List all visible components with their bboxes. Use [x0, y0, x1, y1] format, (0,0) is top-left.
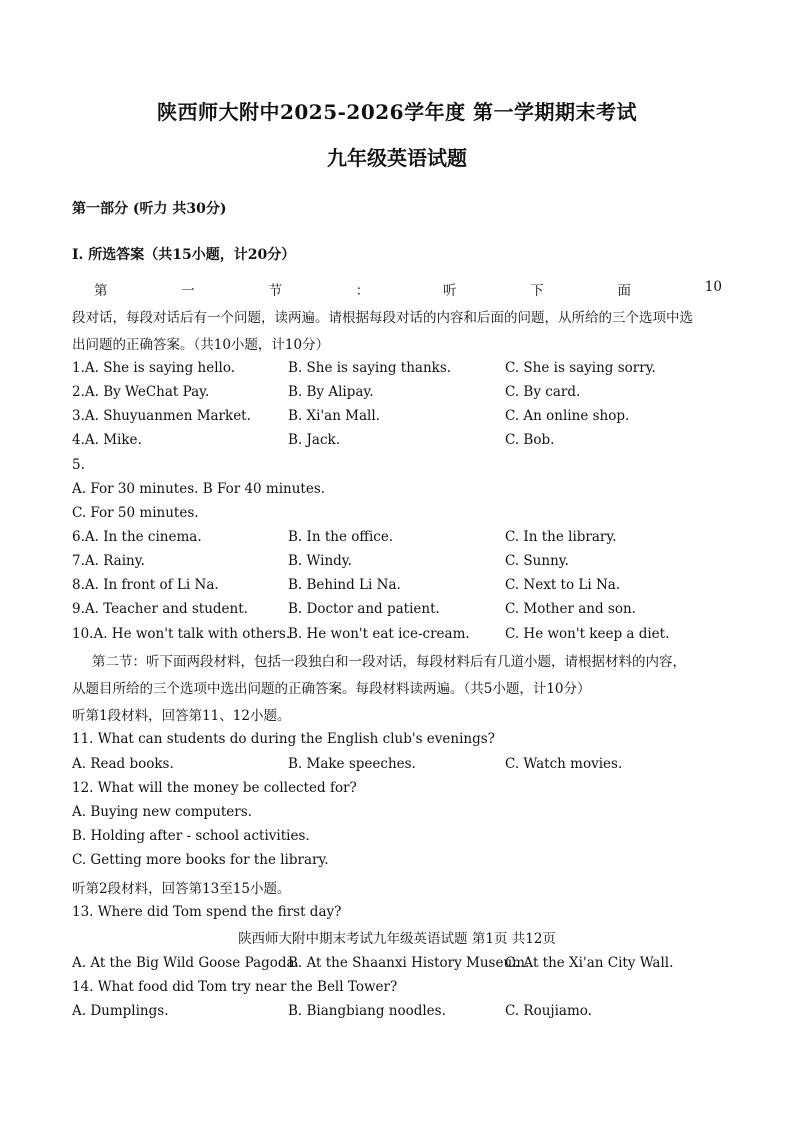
spread-char: 节: [268, 283, 282, 299]
q1-option-b: B. She is saying thanks.: [288, 360, 452, 376]
section2-instruction-line2: 从题目所给的三个选项中选出问题的正确答案。每段材料读两遍。（共5小题，计10分）: [72, 681, 591, 697]
q7-option-a: 7.A. Rainy.: [72, 553, 145, 569]
q4-option-b: B. Jack.: [288, 432, 340, 448]
q12-option-c: C. Getting more books for the library.: [72, 852, 329, 868]
q5-number: 5.: [72, 457, 85, 473]
q8-option-a: 8.A. In front of Li Na.: [72, 577, 219, 593]
q11-option-c: C. Watch movies.: [505, 756, 623, 772]
q14-option-a: A. Dumplings.: [72, 1003, 169, 1019]
q10-option-c: C. He won't keep a diet.: [505, 626, 670, 642]
section1-instruction-line2: 段对话，每段对话后有一个问题，读两遍。请根据每段对话的内容和后面的问题，从所给的三个选项中选: [72, 310, 693, 326]
q13-option-a: A. At the Big Wild Goose Pagoda.: [72, 955, 299, 971]
q3-option-c: C. An online shop.: [505, 408, 630, 424]
q1-option-c: C. She is saying sorry.: [505, 360, 656, 376]
section-heading: I. 所选答案（共15小题，计20分）: [72, 247, 296, 263]
q9-option-b: B. Doctor and patient.: [288, 601, 440, 617]
q3-option-b: B. Xi'an Mall.: [288, 408, 380, 424]
q9-option-a: 9.A. Teacher and student.: [72, 601, 248, 617]
spread-char: 听: [443, 283, 457, 299]
q6-option-a: 6.A. In the cinema.: [72, 529, 202, 545]
q14-stem: 14. What food did Tom try near the Bell Tower?: [72, 979, 398, 995]
spread-char: 面: [617, 283, 631, 299]
q8-option-c: C. Next to Li Na.: [505, 577, 621, 593]
q8-option-b: B. Behind Li Na.: [288, 577, 401, 593]
q12-stem: 12. What will the money be collected for?: [72, 780, 357, 796]
q14-option-c: C. Roujiamo.: [505, 1003, 592, 1019]
q2-option-a: 2.A. By WeChat Pay.: [72, 384, 210, 400]
spread-char: 第: [94, 283, 108, 299]
exam-subtitle: 九年级英语试题: [327, 146, 467, 170]
q4-option-c: C. Bob.: [505, 432, 555, 448]
q6-option-b: B. In the office.: [288, 529, 394, 545]
q12-option-a: A. Buying new computers.: [72, 804, 252, 820]
q11-option-b: B. Make speeches.: [288, 756, 416, 772]
q14-option-b: B. Biangbiang noodles.: [288, 1003, 446, 1019]
q4-option-a: 4.A. Mike.: [72, 432, 142, 448]
q5-option-c: C. For 50 minutes.: [72, 505, 199, 521]
q2-option-c: C. By card.: [505, 384, 581, 400]
q7-option-c: C. Sunny.: [505, 553, 569, 569]
section2-instruction-line1: 第二节：听下面两段材料，包括一段独白和一段对话，每段材料后有几道小题，请根据材料的内容，: [92, 654, 686, 670]
q11-stem: 11. What can students do during the English club's evenings?: [72, 731, 495, 747]
exam-title: 陕西师大附中2025-2026学年度 第一学期期末考试: [156, 100, 638, 124]
section1-instruction-line3: 出问题的正确答案。（共10小题，计10分）: [72, 337, 330, 353]
part-heading: 第一部分 (听力 共30分): [72, 201, 227, 217]
q5-options-ab: A. For 30 minutes. B For 40 minutes.: [72, 481, 326, 497]
q13-option-c: C. At the Xi'an City Wall.: [505, 955, 674, 971]
spread-char: ：: [355, 283, 370, 299]
section1-instruction-line1: [72, 279, 722, 299]
q10-option-b: B. He won't eat ice-cream.: [288, 626, 470, 642]
q3-option-a: 3.A. Shuyuanmen Market.: [72, 408, 251, 424]
q9-option-c: C. Mother and son.: [505, 601, 636, 617]
spread-char: 10: [704, 279, 722, 295]
q13-stem: 13. Where did Tom spend the first day?: [72, 904, 342, 920]
material2-instruction: 听第2段材料，回答第13至15小题。: [72, 881, 291, 897]
q10-option-a: 10.A. He won't talk with others.: [72, 626, 291, 642]
spread-char: 一: [181, 283, 195, 299]
q13-option-b: B. At the Shaanxi History Museum.: [288, 955, 530, 971]
q7-option-b: B. Windy.: [288, 553, 352, 569]
q2-option-b: B. By Alipay.: [288, 384, 374, 400]
spread-char: 下: [530, 283, 544, 299]
q11-option-a: A. Read books.: [72, 756, 174, 772]
q1-option-a: 1.A. She is saying hello.: [72, 360, 236, 376]
page-footer: 陕西师大附中期末考试九年级英语试题 第1页 共12页: [238, 931, 556, 947]
material1-instruction: 听第1段材料，回答第11、12小题。: [72, 708, 291, 724]
q6-option-c: C. In the library.: [505, 529, 617, 545]
q12-option-b: B. Holding after - school activities.: [72, 828, 310, 844]
